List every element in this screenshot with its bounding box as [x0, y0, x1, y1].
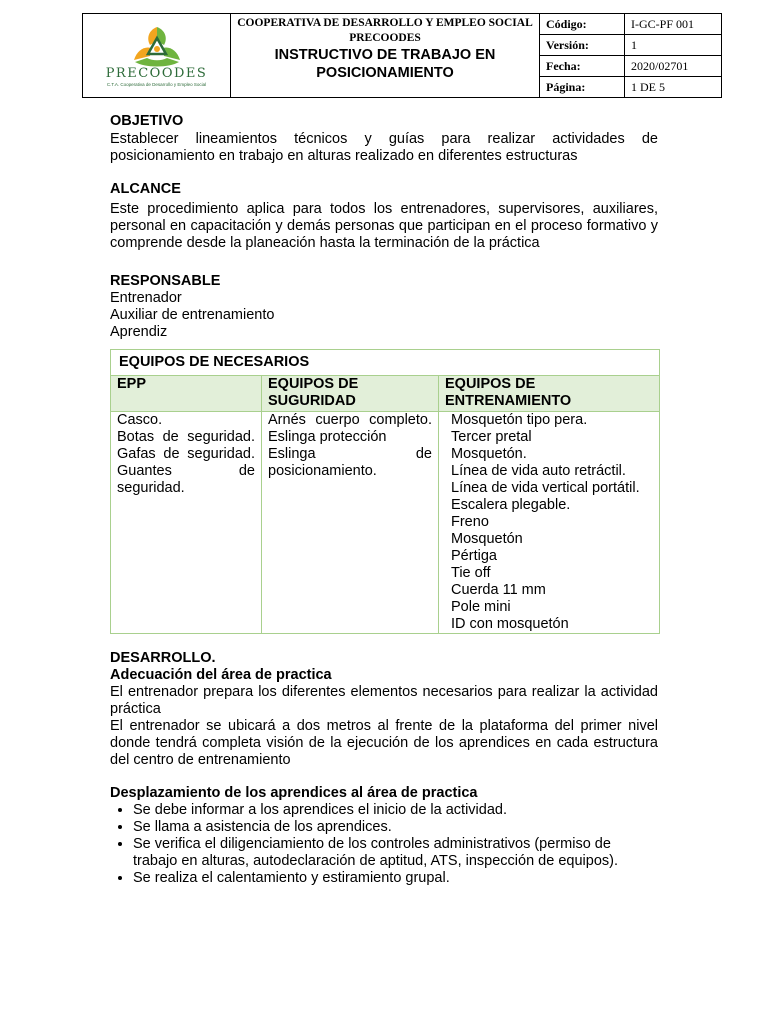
entrenamiento-item: Freno	[451, 514, 489, 530]
list-item: • Se realiza el calentamiento y estiramiento grupal.	[133, 870, 658, 887]
objetivo-text: Establecer lineamientos técnicos y guías para realizar actividades de posicionamiento en trabajo en alturas realizado en diferentes estructuras	[110, 131, 658, 164]
entrenamiento-item: Línea de vida auto retráctil.	[451, 463, 626, 479]
responsable-item: Entrenador	[110, 290, 182, 306]
epp-cell	[111, 412, 262, 634]
desplazamiento-list	[110, 802, 658, 887]
document-header	[82, 13, 722, 98]
seguridad-item: Arnés cuerpo completo.	[268, 412, 432, 428]
entrenamiento-item: Mosquetón.	[451, 446, 527, 462]
entrenamiento-item: Mosquetón	[451, 531, 523, 547]
entrenamiento-item: ID con mosquetón	[451, 616, 569, 632]
alcance-heading: ALCANCE	[110, 181, 181, 197]
adecuacion-paragraph-1: El entrenador prepara los diferentes elementos necesarios para realizar la actividad práctica	[110, 684, 658, 717]
meta-row-version	[540, 35, 721, 56]
adecuacion-paragraph-2: El entrenador se ubicará a dos metros al frente de la plataforma del primer nivel donde tendrá completa visión de la ejecución de los aprendices en cada estructura del centro de entrenamiento	[110, 718, 658, 768]
epp-item: Botas de seguridad.	[117, 429, 255, 445]
entrenamiento-item: Escalera plegable.	[451, 497, 571, 513]
alcance-text: Este procedimiento aplica para todos los entrenadores, supervisores, auxiliares, personal en capacitación y demás personas que participan en el proceso formativo y comprende desde la planeación hasta la terminación de la práctica	[110, 201, 658, 251]
seguridad-cell	[262, 412, 439, 634]
document-title-line2: POSICIONAMIENTO	[316, 65, 454, 81]
entrenamiento-item: Tercer pretal	[451, 429, 532, 445]
responsable-item: Aprendiz	[110, 324, 168, 340]
meta-value: I-GC-PF 001	[625, 14, 722, 35]
meta-label: Fecha:	[540, 56, 625, 77]
objetivo-heading: OBJETIVO	[110, 113, 184, 129]
list-item: • Se llama a asistencia de los aprendices.	[133, 819, 658, 836]
seguridad-item: Eslinga de posicionamiento.	[268, 446, 432, 479]
equipment-table	[110, 349, 660, 634]
meta-value: 1	[625, 35, 722, 56]
meta-label: Página:	[540, 77, 625, 98]
header-title-cell	[231, 14, 540, 97]
equipment-table-header-row	[111, 376, 660, 412]
entrenamiento-item: Pértiga	[451, 548, 497, 564]
precoodes-logo-icon	[127, 24, 187, 68]
meta-value: 1 DE 5	[631, 79, 665, 94]
responsable-item: Auxiliar de entrenamiento	[110, 307, 275, 323]
document-title-line1: INSTRUCTIVO DE TRABAJO EN	[274, 47, 496, 63]
logo	[83, 14, 231, 97]
entrenamiento-item: Cuerda 11 mm	[451, 582, 546, 598]
desplazamiento-heading: Desplazamiento de los aprendices al área de practica	[110, 785, 478, 801]
logo-tagline: C.T.A. Cooperativa de Desarrollo y Empleo Social	[106, 82, 207, 87]
seguridad-item: Eslinga protección	[268, 429, 387, 445]
meta-value: 2020/02701	[625, 56, 722, 77]
organization-name-line2: PRECOODES	[349, 32, 421, 44]
organization-name-line1: COOPERATIVA DE DESARROLLO Y EMPLEO SOCIAL	[237, 17, 533, 29]
meta-label: Versión:	[540, 35, 625, 56]
entrenamiento-item: Tie off	[451, 565, 491, 581]
meta-label: Código:	[540, 14, 625, 35]
column-header-seguridad: EQUIPOS DE SUGURIDAD	[262, 376, 439, 412]
desarrollo-heading: DESARROLLO.	[110, 650, 216, 666]
equipment-table-title: EQUIPOS DE NECESARIOS	[111, 350, 660, 376]
meta-row-code	[540, 14, 721, 35]
epp-item: Gafas de seguridad.	[117, 446, 255, 462]
list-item: • Se verifica el diligenciamiento de los controles administrativos (permiso de trabajo en alturas, autodeclaración de aptitud, ATS, inspección de equipos).	[133, 836, 658, 870]
entrenamiento-cell	[439, 412, 660, 634]
meta-row-page	[540, 77, 721, 98]
epp-item: Guantes de seguridad.	[117, 463, 255, 496]
equipment-table-title-row	[111, 350, 660, 376]
entrenamiento-item: Línea de vida vertical portátil.	[451, 480, 640, 496]
list-item: • Se debe informar a los aprendices el inicio de la actividad.	[133, 802, 658, 819]
column-header-epp: EPP	[111, 376, 262, 412]
entrenamiento-item: Pole mini	[451, 599, 511, 615]
document-meta-table	[540, 14, 721, 97]
entrenamiento-item: Mosquetón tipo pera.	[451, 412, 588, 428]
epp-item: Casco.	[117, 412, 163, 428]
logo-name: PRECOODES	[105, 66, 208, 81]
document-body	[110, 113, 658, 887]
equipment-table-body-row	[111, 412, 660, 634]
column-header-entrenamiento: EQUIPOS DE ENTRENAMIENTO	[439, 376, 660, 412]
adecuacion-heading: Adecuación del área de practica	[110, 667, 332, 683]
meta-row-date	[540, 56, 721, 77]
responsable-heading: RESPONSABLE	[110, 273, 221, 289]
